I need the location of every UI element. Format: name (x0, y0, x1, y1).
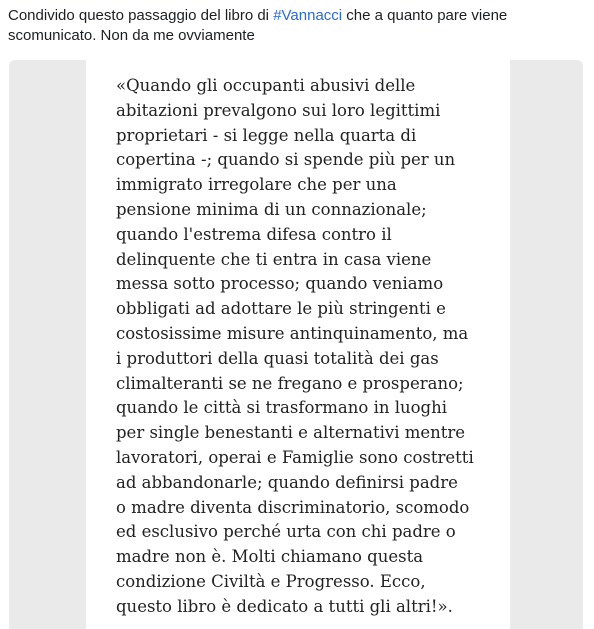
quote-line: condizione Civiltà e Progresso. Ecco, (116, 571, 426, 591)
quote-line: obbligati ad adottare le più stringenti e (116, 299, 446, 319)
quote-line: per single benestanti e alternativi mentre (116, 423, 466, 443)
quote-line: o madre diventa discriminatorio, scomodo (116, 497, 470, 517)
quote-line: ad abbandonarle; quando definirsi padre (116, 472, 458, 492)
quote-line: messa sotto processo; quando veniamo (116, 274, 444, 294)
quote-line: quando l'estrema difesa contro il (116, 224, 392, 244)
post-image[interactable] (9, 60, 583, 629)
quote-line: i produttori della quasi totalità dei gas (116, 348, 439, 368)
quote-line: immigrato irregolare che per una (116, 175, 397, 195)
post-text-intro: Condivido questo passaggio del libro di (8, 7, 274, 24)
quote-line: questo libro è dedicato a tutti gli altri!». (116, 596, 453, 616)
post-text-rest: che a quanto pare viene scomunicato. Non da me ovviamente (8, 7, 508, 44)
quote-line: lavoratori, operai e Famiglie sono costretti (116, 447, 474, 467)
book-page (86, 60, 510, 629)
quote-line: copertina -; quando si spende più per un (116, 150, 456, 170)
quote-line: proprietari - si legge nella quarta di (116, 125, 417, 145)
quote-line: pensione minima di un connazionale; (116, 199, 427, 219)
quote-line: madre non è. Molti chiamano questa (116, 547, 424, 567)
quote-line: climalteranti se ne fregano e prosperano; (116, 373, 464, 393)
quote-line: costosissime misure antinquinamento, ma (116, 323, 469, 343)
quote-line: delinquente che ti entra in casa viene (116, 249, 432, 269)
post-text (8, 6, 583, 46)
book-quote (116, 74, 516, 620)
quote-line: quando le città si trasformano in luoghi (116, 398, 448, 418)
quote-line: ed esclusivo perché urta con chi padre o (116, 522, 456, 542)
quote-line: abitazioni prevalgono sui loro legittimi (116, 100, 441, 120)
quote-line: «Quando gli occupanti abusivi delle (116, 76, 416, 95)
hashtag-link[interactable]: #Vannacci (273, 7, 343, 24)
